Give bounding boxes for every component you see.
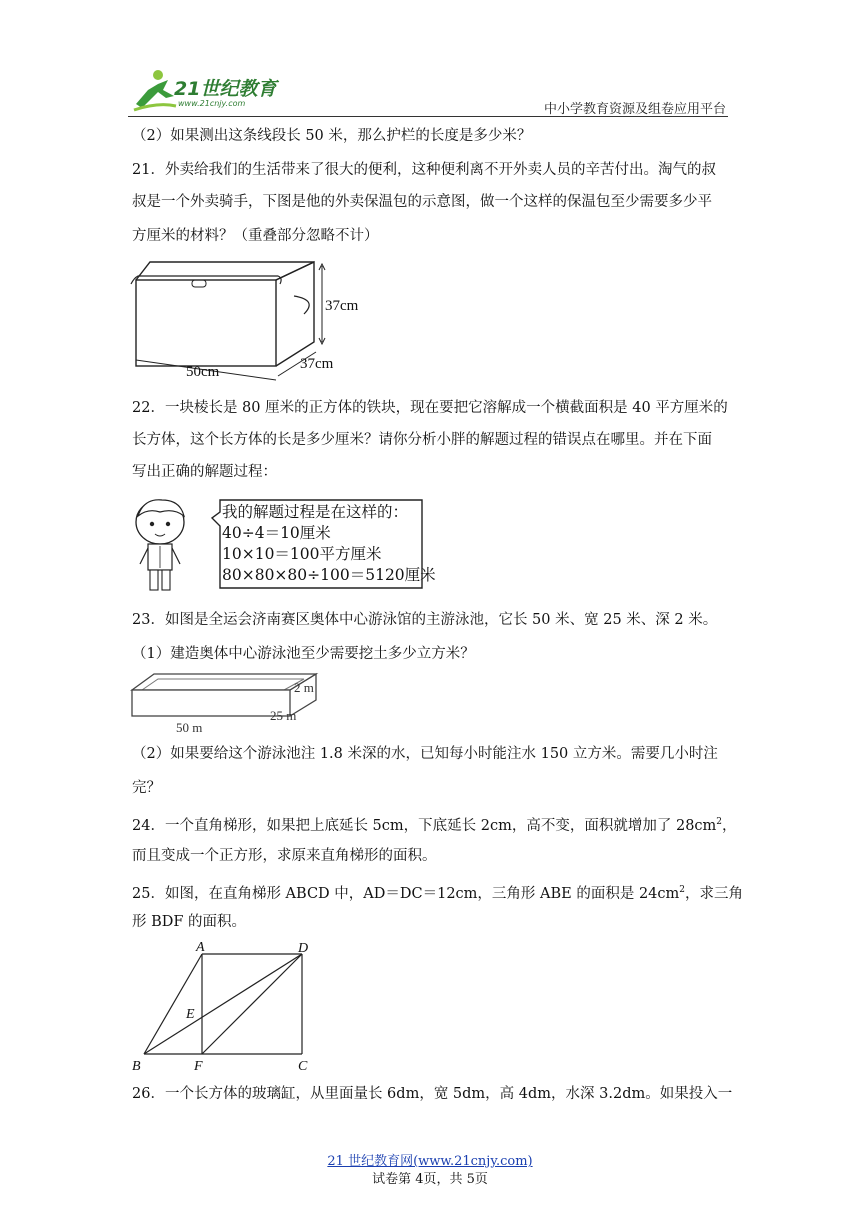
- pool-length-label: 50 m: [176, 720, 203, 735]
- pool-depth-label: 2 m: [294, 680, 314, 695]
- fig-height-label: 37cm: [325, 298, 359, 314]
- q25-line1-tail: ，求三角: [685, 885, 744, 902]
- pool-width-label: 25 m: [270, 708, 297, 723]
- pool-figure: [128, 670, 328, 740]
- q25-sup: 2: [679, 885, 686, 895]
- q24-line1: [132, 812, 737, 836]
- q23-line1: 23．如图是全运会济南赛区奥体中心游泳馆的主游泳池，它长 50 米、宽 25 米、深 2 米。: [132, 612, 718, 628]
- bubble-line-4: 80×80×80÷100＝5120厘米: [222, 566, 436, 584]
- vertex-e-label: E: [186, 1007, 195, 1022]
- boy-icon: [130, 494, 210, 598]
- q22-line3: 写出正确的解题过程：: [132, 464, 277, 480]
- q23-part2-line2: 完？: [132, 780, 161, 796]
- q23-part2-line1: （2）如果要给这个游泳池注 1.8 米深的水，已知每小时能注水 150 立方米。需要几小时注: [132, 746, 718, 762]
- speech-bubble: [210, 498, 436, 590]
- fig-width-label: 37cm: [300, 356, 334, 372]
- q21-line2: 叔是一个外卖骑手，下图是他的外卖保温包的示意图，做一个这样的保温包至少需要多少平: [132, 194, 712, 210]
- bubble-line-1: 我的解题过程是在这样的：: [222, 503, 409, 521]
- logo-url: www.21cnjy.com: [178, 99, 246, 108]
- vertex-f-label: F: [194, 1059, 203, 1074]
- boy-illustration: [130, 494, 210, 602]
- vertex-c-label: C: [298, 1059, 308, 1074]
- footer-site-link[interactable]: 21 世纪教育网(www.21cnjy.com): [327, 1154, 533, 1169]
- site-logo: [128, 66, 288, 116]
- page-number: 试卷第 4页，共 5页: [372, 1172, 488, 1187]
- q26-line1: 26．一个长方体的玻璃缸，从里面量长 6dm，宽 5dm，高 4dm，水深 3.2dm。如果投入一: [132, 1086, 733, 1102]
- bubble-line-2: 40÷4＝10厘米: [222, 524, 331, 542]
- vertex-d-label: D: [298, 941, 309, 956]
- header-divider: [128, 116, 728, 117]
- q21-line1: 21．外卖给我们的生活带来了很大的便利，这种便利离不开外卖人员的辛苦付出。淘气的叔: [132, 162, 716, 178]
- q25-line1: [132, 880, 744, 904]
- fig-length-label: 50cm: [186, 364, 220, 380]
- trapezoid-figure: [128, 938, 328, 1078]
- q25-line1-text: 25．如图，在直角梯形 ABCD 中，AD＝DC＝12cm，三角形 ABE 的面积是 24cm: [132, 885, 680, 902]
- vertex-b-label: B: [132, 1059, 141, 1074]
- vertex-a-label: A: [196, 940, 205, 955]
- q24-line2: 而且变成一个正方形，求原来直角梯形的面积。: [132, 848, 437, 864]
- q22-line2: 长方体，这个长方体的长是多少厘米？请你分析小胖的解题过程的错误点在哪里。并在下面: [132, 432, 712, 448]
- q24-line1-text: 24．一个直角梯形，如果把上底延长 5cm，下底延长 2cm，高不变，面积就增加了 28cm: [132, 817, 717, 834]
- q24-line1-tail: ，: [722, 817, 737, 834]
- insulated-bag-figure: [128, 256, 388, 386]
- platform-title: 中小学教育资源及组卷应用平台: [543, 102, 726, 117]
- q24-sup: 2: [716, 817, 723, 827]
- bubble-line-3: 10×10＝100平方厘米: [222, 545, 382, 563]
- q21-line3: 方厘米的材料？（重叠部分忽略不计）: [132, 228, 379, 244]
- q20-part2: （2）如果测出这条线段长 50 米，那么护栏的长度是多少米？: [132, 128, 532, 144]
- q23-part1: （1）建造奥体中心游泳池至少需要挖土多少立方米？: [132, 646, 475, 662]
- q25-line2: 形 BDF 的面积。: [132, 914, 247, 930]
- q22-line1: 22．一块棱长是 80 厘米的正方体的铁块，现在要把它溶解成一个横截面积是 40 平方厘米的: [132, 400, 728, 416]
- logo-text: 21世纪教育: [174, 78, 277, 100]
